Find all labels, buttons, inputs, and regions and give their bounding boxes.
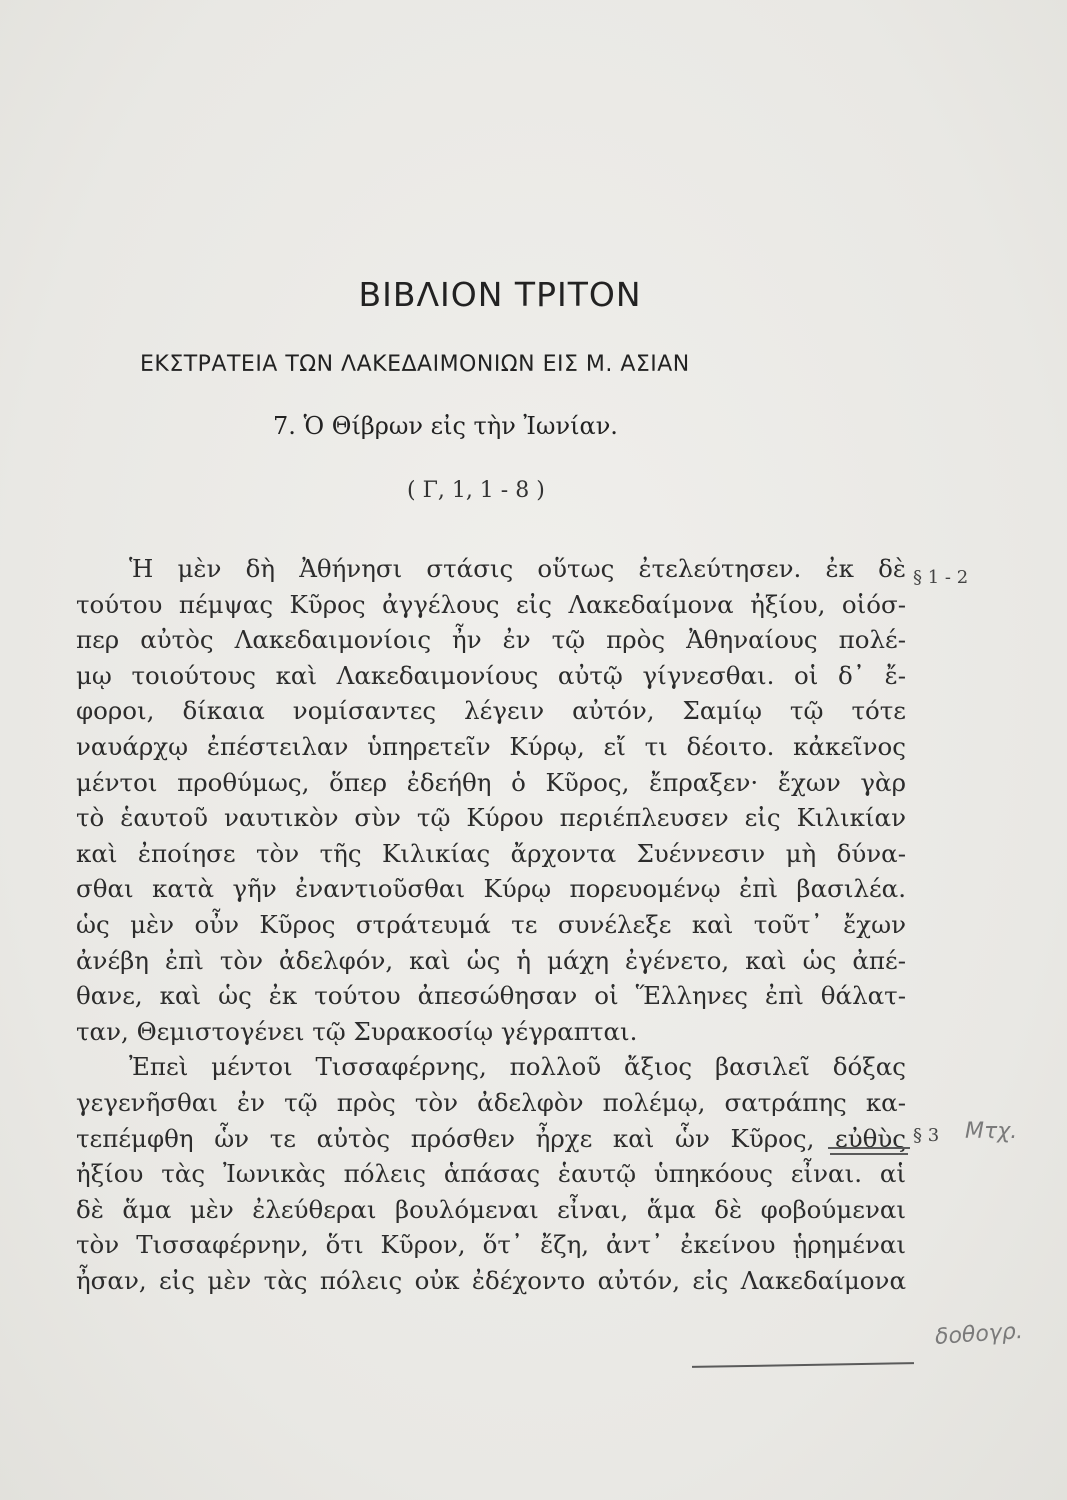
book-title: ΒΙΒΛΙΟΝ ΤΡΙΤΟΝ — [358, 275, 642, 314]
text-line: θανε, καὶ ὡς ἐκ τούτου ἀπεσώθησαν οἱ Ἕλληνες ἐπὶ θάλατ- — [76, 981, 906, 1011]
text-line: Ἐπεὶ μέντοι Τισσαφέρνης, πολλοῦ ἄξιος βασιλεῖ δόξας — [129, 1052, 906, 1082]
text-line: ναυάρχῳ ἐπέστειλαν ὑπηρετεῖν Κύρῳ, εἴ τι δέοιτο. κἀκεῖνος — [76, 731, 906, 761]
text-line: γεγενῆσθαι ἐν τῷ πρὸς τὸν ἀδελφὸν πολέμῳ, σατράπης κα- — [76, 1087, 906, 1117]
text-line: τὸ ἑαυτοῦ ναυτικὸν σὺν τῷ Κύρου περιέπλευσεν εἰς Κιλικίαν — [76, 803, 906, 833]
text-line: καὶ ἐποίησε τὸν τῆς Κιλικίας ἄρχοντα Συέννεσιν μὴ δύνα- — [76, 838, 906, 868]
text-line: φοροι, δίκαια νομίσαντες λέγειν αὐτόν, Σαμίῳ τῷ τότε — [76, 696, 906, 726]
pencil-underline — [830, 1153, 908, 1155]
paragraph-marker: § 3 — [913, 1125, 940, 1146]
text-line: τούτου πέμψας Κῦρος ἀγγέλους εἰς Λακεδαίμονα ἠξίου, οἱόσ- — [76, 589, 906, 619]
text-line: ταν, Θεμιστογένει τῷ Συρακοσίῳ γέγραπται. — [76, 1016, 638, 1046]
text-line: ἀνέβη ἐπὶ τὸν ἀδελφόν, καὶ ὡς ἡ μάχη ἐγένετο, καὶ ὡς ἀπέ- — [76, 945, 906, 975]
text-line: ὡς μὲν οὖν Κῦρος στράτευμά τε συνέλεξε καὶ τοῦτ᾽ ἔχων — [76, 909, 906, 939]
text-line: δὲ ἅμα μὲν ἐλεύθεραι βουλόμεναι εἶναι, ἅμα δὲ φοβούμεναι — [76, 1194, 906, 1224]
paragraph-marker: § 1 - 2 — [913, 567, 969, 588]
text-line: μέντοι προθύμως, ὅπερ ἐδεήθη ὁ Κῦρος, ἔπραξεν· ἔχων γὰρ — [76, 767, 906, 797]
text-line: περ αὐτὸς Λακεδαιμονίοις ἦν ἐν τῷ πρὸς Ἀθηναίους πολέ- — [76, 625, 906, 655]
text-line: τὸν Τισσαφέρνην, ὅτι Κῦρον, ὅτ᾽ ἔζη, ἀντ᾽ ἐκείνου ᾑρημέναι — [76, 1230, 906, 1260]
body-text — [76, 551, 906, 1298]
handwritten-annotation: δοθογρ. — [934, 1318, 1024, 1351]
text-line: σθαι κατὰ γῆν ἐναντιοῦσθαι Κύρῳ πορευομένῳ ἐπὶ βασιλέα. — [76, 874, 906, 904]
pencil-underline — [828, 1147, 910, 1149]
text-line: τεπέμφθη ὧν τε αὐτὸς πρόσθεν ἦρχε καὶ ὧν Κῦρος, εὐθὺς — [76, 1123, 906, 1153]
text-line: ἦσαν, εἰς μὲν τὰς πόλεις οὐκ ἐδέχοντο αὐτόν, εἰς Λακεδαίμονα — [76, 1265, 906, 1295]
text-line: ἠξίου τὰς Ἰωνικὰς πόλεις ἁπάσας ἑαυτῷ ὑπηκόους εἶναι. αἱ — [76, 1159, 906, 1189]
text-line: Ἡ μὲν δὴ Ἀθήνησι στάσις οὕτως ἐτελεύτησεν. ἐκ δὲ — [129, 554, 906, 583]
pencil-underline — [692, 1362, 914, 1368]
source-reference: ( Γ, 1, 1 - 8 ) — [407, 478, 545, 503]
text-line: μῳ τοιούτους καὶ Λακεδαιμονίους αὐτῷ γίγνεσθαι. οἱ δ᾽ ἔ- — [76, 660, 906, 690]
handwritten-annotation: Μτχ. — [965, 1119, 1018, 1144]
chapter-title: 7. Ὁ Θίβρων εἰς τὴν Ἰωνίαν. — [273, 412, 618, 440]
section-title: ΕΚΣΤΡΑΤΕΙΑ ΤΩΝ ΛΑΚΕΔΑΙΜΟΝΙΩΝ ΕΙΣ Μ. ΑΣΙΑΝ — [140, 352, 690, 377]
